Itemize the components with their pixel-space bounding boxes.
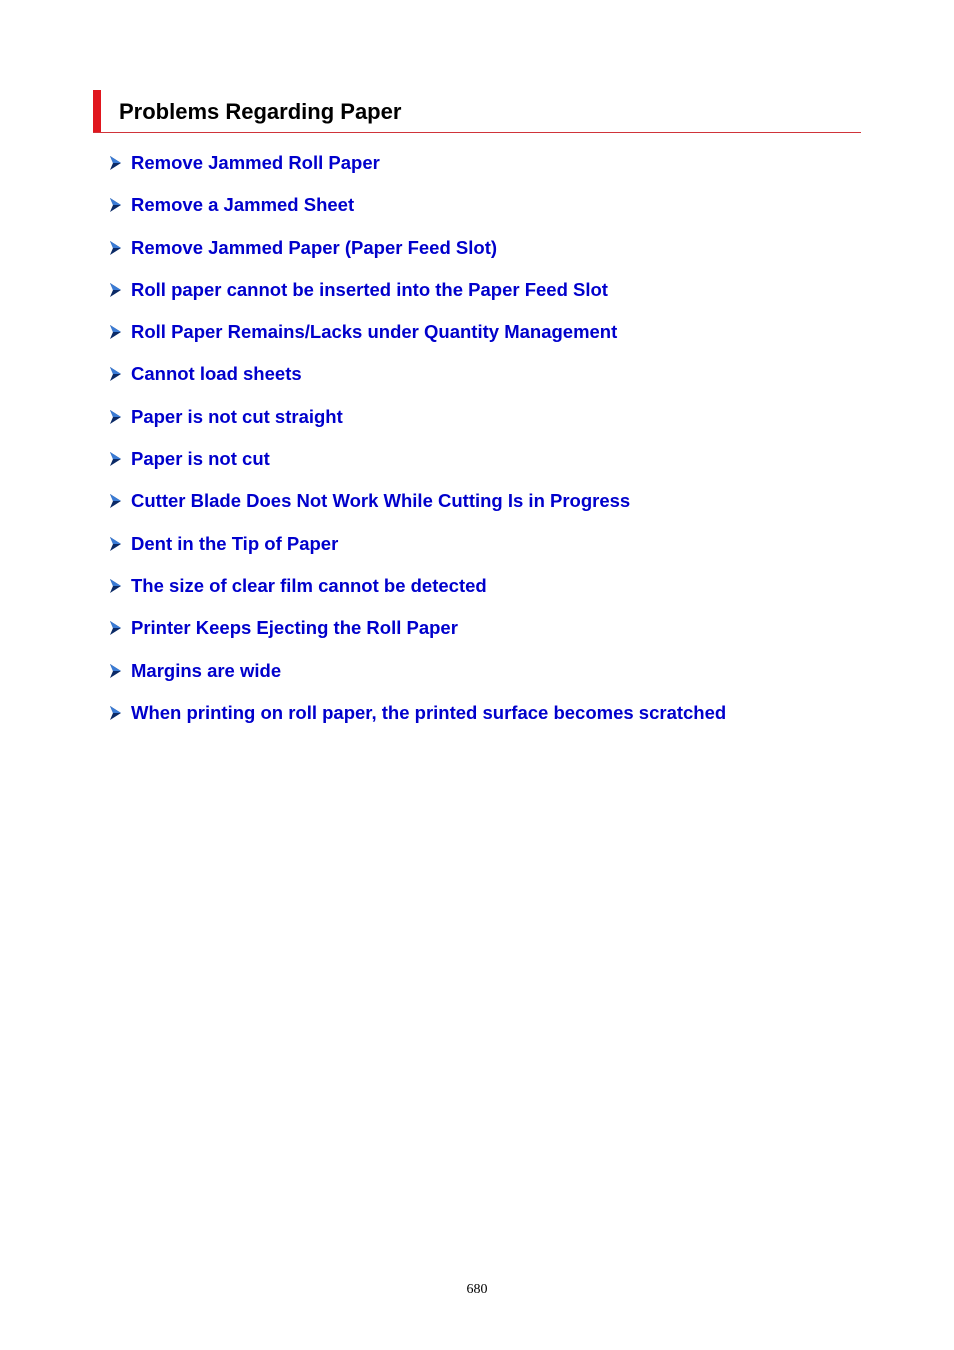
arrow-right-icon [108,493,122,509]
arrow-right-icon [108,240,122,256]
arrow-right-icon [108,705,122,721]
link-roll-paper-cannot-be-inserted[interactable]: Roll paper cannot be inserted into the Paper Feed Slot [131,278,608,300]
list-item [108,235,726,277]
heading-accent-bar [93,90,101,132]
list-item [108,615,726,657]
arrow-right-icon [108,663,122,679]
link-printer-keeps-ejecting-roll-paper[interactable]: Printer Keeps Ejecting the Roll Paper [131,617,458,639]
arrow-right-icon [108,366,122,382]
arrow-right-icon [108,197,122,213]
arrow-right-icon [108,451,122,467]
list-item [108,192,726,234]
section-heading [93,90,861,133]
arrow-right-icon [108,578,122,594]
arrow-right-icon [108,155,122,171]
list-item [108,658,726,700]
list-item [108,404,726,446]
arrow-right-icon [108,282,122,298]
page-title: Problems Regarding Paper [119,99,402,124]
page-number: 680 [466,1282,488,1297]
link-remove-jammed-sheet[interactable]: Remove a Jammed Sheet [131,194,355,216]
list-item [108,700,726,742]
topic-link-list [108,150,726,742]
link-dent-in-tip-of-paper[interactable]: Dent in the Tip of Paper [131,532,339,554]
list-item [108,361,726,403]
link-roll-paper-remains-lacks[interactable]: Roll Paper Remains/Lacks under Quantity Management [131,321,618,343]
arrow-right-icon [108,536,122,552]
list-item [108,573,726,615]
list-item [108,531,726,573]
list-item [108,446,726,488]
link-paper-not-cut-straight[interactable]: Paper is not cut straight [131,405,343,427]
arrow-right-icon [108,620,122,636]
link-printed-surface-scratched[interactable]: When printing on roll paper, the printed surface becomes scratched [131,701,727,723]
link-clear-film-size-not-detected[interactable]: The size of clear film cannot be detected [131,574,487,596]
list-item [108,488,726,530]
link-cutter-blade-does-not-work[interactable]: Cutter Blade Does Not Work While Cutting Is in Progress [131,490,631,512]
arrow-right-icon [108,324,122,340]
list-item [108,319,726,361]
link-paper-not-cut[interactable]: Paper is not cut [131,448,270,470]
arrow-right-icon [108,409,122,425]
list-item [108,150,726,192]
link-remove-jammed-roll-paper[interactable]: Remove Jammed Roll Paper [131,152,380,173]
link-margins-are-wide[interactable]: Margins are wide [131,659,282,681]
link-cannot-load-sheets[interactable]: Cannot load sheets [131,363,302,385]
list-item [108,277,726,319]
link-remove-jammed-paper-feed-slot[interactable]: Remove Jammed Paper (Paper Feed Slot) [131,236,498,258]
